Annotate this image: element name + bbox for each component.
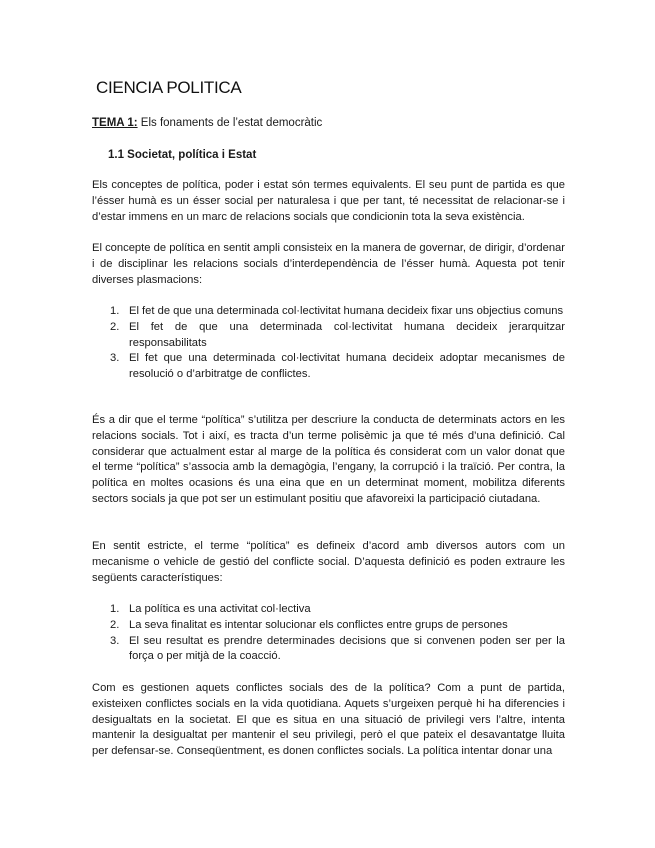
list-number: 3. — [110, 352, 120, 365]
list-item — [92, 304, 565, 320]
document-title: CIENCIA POLITICA — [96, 78, 242, 97]
list-item — [92, 351, 565, 383]
list-item — [92, 634, 565, 666]
list-text: El seu resultat es prendre determinades decisions que si convenen poden ser per la força o per mitjà de la coacció. — [129, 634, 565, 663]
list-item — [92, 618, 565, 634]
topic-line — [92, 117, 322, 129]
topic-label: TEMA 1: — [92, 117, 138, 129]
topic-text: Els fonaments de l’estat democràtic — [137, 117, 323, 129]
paragraph-4: En sentit estricte, el terme “política” es defineix d’acord amb diversos autors com un mecanisme o vehicle de gestió del conflicte social. D’aquesta definició es poden extraure les següents característiques: — [92, 540, 565, 584]
list-number: 2. — [110, 320, 120, 333]
list-number: 1. — [110, 305, 120, 317]
section-heading: 1.1 Societat, política i Estat — [108, 149, 257, 161]
paragraph-2: El concepte de política en sentit ampli consisteix en la manera de governar, de dirigir, d’ordenar i de disciplinar les relacions socials d’interdependència de l’ésser humà. Aquesta pot tenir diverses plasmacions: — [92, 242, 565, 286]
paragraph-5: Com es gestionen aquets conflictes socials des de la política? Com a punt de partida, existeixen conflictes socials en la vida quotidiana. Aquets s’urgeixen perquè hi ha diferencies i desigualtats en la societat. El que es situa en una situació de privilegi vers l’altre, intenta mantenir la desigualtat per mantenir el seu privilegi, però el que pateix el desavantatge lluita per defensar-se. Conseqüentment, es donen conflictes socials. La política intentar donar una — [92, 682, 565, 758]
plasmacions-list — [92, 304, 565, 383]
list-text: La política es una activitat col·lectiva — [129, 603, 311, 615]
list-number: 2. — [110, 618, 120, 631]
list-text: El fet que una determinada col·lectivitat humana decideix adoptar mecanismes de resolució o d’arbitratge de conflictes. — [129, 352, 565, 381]
list-number: 1. — [110, 603, 120, 615]
paragraph-1: Els conceptes de política, poder i estat són termes equivalents. El seu punt de partida es que l’ésser humà es un ésser social per naturalesa i que per tant, té necessitat de relacionar-se i d’estar immens en un marc de relacions socials que condicionin tota la seva existència. — [92, 179, 565, 223]
list-text: El fet de que una determinada col·lectivitat humana decideix jerarquitzar responsabilitats — [129, 320, 565, 349]
list-item — [92, 602, 565, 618]
list-number: 3. — [110, 634, 120, 647]
characteristics-list — [92, 602, 565, 665]
paragraph-3: És a dir que el terme “política” s’utilitza per descriure la conducta de determinats actors en les relacions socials. Tot i així, es tracta d’un terme polisèmic ja que té més d’una definició. Cal considerar que actualment estar al marge de la política és considerat com un valor donat que el terme “política” s’associa amb la demagògia, l’engany, la corrupció i la traïció. Per contra, la política en moltes ocasions és una eina que en un determinat moment, mobilitza diferents sectors socials ja que pot ser un estimulant positiu que afavoreixi la participació ciutadana. — [92, 414, 565, 505]
list-text: La seva finalitat es intentar solucionar els conflictes entre grups de persones — [129, 618, 508, 631]
list-item — [92, 320, 565, 352]
list-text: El fet de que una determinada col·lectivitat humana decideix fixar uns objectius comuns — [129, 305, 564, 317]
